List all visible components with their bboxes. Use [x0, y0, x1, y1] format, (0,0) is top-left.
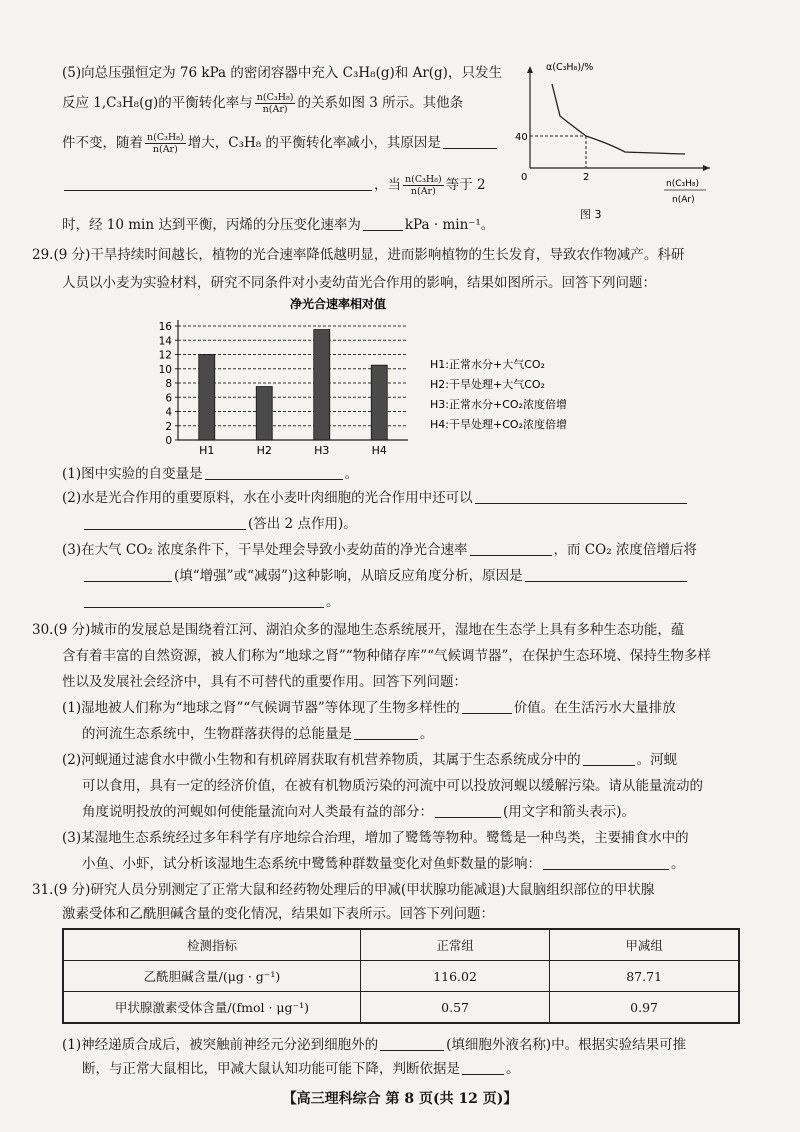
- q29-sub3-line2: [82, 565, 689, 587]
- table-row: [63, 961, 739, 992]
- page-footer: 【高三理科综合 第 8 页(共 12 页)】: [282, 1091, 518, 1107]
- q30-line1: 30.(9 分)城市的发展总是围绕着江河、湖泊众多的湿地生态系统展开，湿地在生态学上具有多种生态功能，蕴: [32, 622, 685, 638]
- chart-legend-item: H1:正常水分+大气CO₂: [430, 358, 545, 371]
- table-cell: 乙酰胆碱含量/(μg · g⁻¹): [63, 961, 360, 992]
- fraction-denominator: n(Ar): [152, 144, 178, 155]
- answer-blank[interactable]: [205, 465, 343, 480]
- q30-sub2-line3: [82, 801, 635, 823]
- figure3-origin: 0: [521, 172, 528, 183]
- fraction-denominator: n(Ar): [410, 186, 436, 197]
- answer-blank[interactable]: [443, 134, 497, 149]
- q29-sub2-text-a: (2)水是光合作用的重要原料，水在小麦叶肉细胞的光合作用中还可以: [62, 490, 473, 506]
- q30-sub2-text-d: 角度说明投放的河蚬如何使能量流向对人类最有益的部分：: [82, 804, 433, 820]
- answer-blank[interactable]: [470, 541, 552, 556]
- answer-blank[interactable]: [84, 593, 324, 608]
- q28-5-line2: [62, 92, 463, 115]
- chart-y-tick-label: 0: [165, 435, 172, 447]
- fraction-numerator: n(C₃H₈): [256, 92, 294, 103]
- table-cell: 116.02: [360, 961, 549, 992]
- answer-blank[interactable]: [363, 216, 403, 231]
- figure3-caption: 图 3: [580, 208, 602, 221]
- table-cell: 87.71: [550, 961, 739, 992]
- table-row: [63, 992, 739, 1024]
- figure-3: [500, 56, 730, 236]
- chart-x-tick-label: H2: [256, 444, 272, 457]
- chart-x-tick-label: H4: [371, 444, 387, 457]
- table-header-cell: 正常组: [360, 929, 549, 961]
- q31-sub1-text-b: (填细胞外液名称)中。根据实验结果可推: [446, 1037, 687, 1053]
- figure3-x-tick: 2: [583, 172, 590, 183]
- q30-sub1-line1: [62, 697, 676, 719]
- chart-y-tick-label: 14: [158, 335, 172, 348]
- q30-sub1-text-c: 的河流生态系统中，生物群落获得的总能量是: [82, 726, 352, 742]
- q29-sub1: [62, 463, 358, 485]
- chart-legend-item: H3:正常水分+CO₂浓度倍增: [430, 398, 567, 411]
- table-header-cell: 甲减组: [550, 929, 739, 961]
- bar-chart: [130, 294, 630, 466]
- chart-y-tick-label: 4: [165, 406, 172, 419]
- figure3-x-arrow: [703, 165, 710, 171]
- period: 。: [671, 856, 685, 872]
- fraction-denominator: n(Ar): [262, 104, 288, 115]
- chart-y-tick-label: 10: [158, 363, 172, 376]
- q28-5-line2-text-b: 的关系如图 3 所示。其他条: [297, 95, 464, 111]
- answer-blank[interactable]: [462, 699, 512, 714]
- ratio-fraction: [145, 132, 186, 155]
- answer-blank[interactable]: [84, 515, 246, 530]
- figure3-y-arrow: [527, 66, 533, 73]
- chart-y-tick-label: 8: [165, 378, 172, 390]
- q28-5-line5: [62, 214, 494, 236]
- chart-y-tick-label: 2: [165, 420, 172, 433]
- q30-sub2-text-a: (2)河蚬通过滤食水中微小生物和有机碎屑获取有机营养物质，其属于生态系统成分中的: [62, 752, 581, 768]
- table-cell: 甲状腺激素受体含量/(fmol · μg⁻¹): [63, 992, 360, 1024]
- figure3-ylabel: α(C₃H₈)/%: [546, 62, 594, 73]
- chart-title: 净光合速率相对值: [290, 297, 387, 311]
- chart-bars: [199, 330, 388, 440]
- q30-sub3-line1: (3)某湿地生态系统经过多年科学有序地综合治理，增加了鹭鸶等物种。鹭鸶是一种鸟类，主要捕食水中的: [62, 830, 689, 846]
- q29-sub3-text-a: (3)在大气 CO₂ 浓度条件下，干旱处理会导致小麦幼苗的净光合速率: [62, 542, 468, 558]
- ratio-fraction: [403, 174, 444, 197]
- q29-sub3-text-b: ，而 CO₂ 浓度倍增后将: [553, 542, 697, 558]
- results-table: [62, 928, 740, 1024]
- chart-bar: [199, 355, 215, 441]
- period: 。: [420, 726, 434, 742]
- q30-sub1-text-b: 价值。在生活污水大量排放: [513, 700, 676, 716]
- chart-x-tick-label: H1: [199, 444, 215, 457]
- q31-line2: 激素受体和乙酰胆碱含量的变化情况，结果如下表所示。回答下列问题：: [62, 906, 494, 922]
- q31-sub1-text-c: 断，与正常大鼠相比，甲减大鼠认知功能可能下降，判断依据是: [82, 1061, 460, 1077]
- figure3-xlabel-num: n(C₃H₈): [666, 179, 699, 189]
- q28-5-line3: [62, 132, 499, 155]
- q29-sub2-line2: [82, 513, 357, 535]
- answer-blank[interactable]: [462, 1060, 504, 1075]
- answer-blank[interactable]: [543, 855, 669, 870]
- q30-sub2-text-b: 。河蚬: [636, 752, 678, 768]
- q30-sub2-line2: 可以食用，具有一定的经济价值，在被有机物质污染的河流中可以投放河蚬以缓解污染。请从能量流动的: [82, 778, 703, 794]
- q29-sub2-line1: [62, 487, 689, 509]
- q31-line1: 31.(9 分)研究人员分别测定了正常大鼠和经药物处理后的甲减(甲状腺功能减退)大鼠脑组织部位的甲状腺: [32, 882, 655, 898]
- chart-x-ticks: [199, 444, 387, 457]
- answer-blank[interactable]: [475, 489, 687, 504]
- answer-blank[interactable]: [84, 567, 172, 582]
- figure3-xlabel-den: n(Ar): [672, 195, 695, 205]
- answer-blank[interactable]: [380, 1036, 444, 1051]
- answer-blank[interactable]: [583, 751, 635, 766]
- q30-sub3-text-b: 小鱼、小虾，试分析该湿地生态系统中鹭鸶种群数量变化对鱼虾数量的影响：: [82, 856, 541, 872]
- q31-sub1-text-a: (1)神经递质合成后，被突触前神经元分泌到细胞外的: [62, 1037, 379, 1053]
- q28-5-line4: [62, 174, 486, 197]
- chart-legend-item: H2:干旱处理+大气CO₂: [430, 378, 545, 391]
- figure3-curve: [552, 84, 685, 154]
- q30-line2: 含有着丰富的自然资源，被人们称为“地球之肾”“物种储存库”“气候调节器”，在保护生态环境、保持生物多样: [62, 648, 711, 664]
- q28-5-line2-text-a: 反应 1,C₃H₈(g)的平衡转化率与: [62, 95, 253, 111]
- q30-sub2-text-e: (用文字和箭头表示)。: [503, 804, 636, 820]
- answer-blank[interactable]: [435, 803, 501, 818]
- chart-y-tick-label: 6: [165, 392, 172, 405]
- figure3-y-tick: 40: [515, 132, 528, 143]
- answer-blank[interactable]: [525, 567, 687, 582]
- q28-5-line3-text-a: 件不变，随着: [62, 135, 143, 151]
- answer-blank[interactable]: [354, 725, 418, 740]
- q30-sub1-line2: [82, 723, 434, 745]
- chart-y-ticks: [159, 321, 178, 447]
- period: 。: [326, 594, 340, 610]
- chart-y-tick-label: 16: [158, 321, 172, 333]
- q28-5-line5-text-b: kPa · min⁻¹。: [404, 217, 495, 233]
- fraction-numerator: n(C₃H₈): [405, 174, 442, 185]
- q29-line2: 人员以小麦为实验材料，研究不同条件对小麦幼苗光合作用的影响，结果如图所示。回答下列问题：: [62, 275, 656, 291]
- q28-5-line4-text-a: ，当: [374, 177, 401, 193]
- period: 。: [506, 1061, 520, 1077]
- chart-legend: [430, 357, 567, 431]
- q28-5-line1: (5)向总压强恒定为 76 kPa 的密闭容器中充入 C₃H₈(g)和 Ar(g)，只发生: [62, 65, 502, 81]
- table-cell: 0.57: [360, 992, 549, 1024]
- chart-bar: [256, 387, 272, 440]
- q30-sub2-line1: [62, 749, 677, 771]
- chart-legend-item: H4:干旱处理+CO₂浓度倍增: [430, 418, 567, 431]
- table-header-cell: 检测指标: [63, 929, 360, 961]
- q31-sub1-line1: [62, 1034, 686, 1056]
- chart-bar: [371, 365, 387, 440]
- table-header-row: [63, 929, 739, 961]
- q29-sub3-text-c: (填“增强”或“减弱”)这种影响，从暗反应角度分析，原因是: [174, 568, 523, 584]
- q29-sub3-line1: [62, 539, 697, 561]
- chart-x-tick-label: H3: [314, 444, 330, 457]
- q28-5-line4-text-b: 等于 2: [445, 177, 486, 193]
- chart-y-tick-label: 12: [158, 349, 172, 362]
- table-cell: 0.97: [550, 992, 739, 1024]
- q28-5-line5-text-a: 时，经 10 min 达到平衡，丙烯的分压变化速率为: [62, 217, 361, 233]
- answer-blank[interactable]: [64, 176, 372, 191]
- q28-5-line3-text-b: 增大，C₃H₈ 的平衡转化率减小，其原因是: [187, 135, 441, 151]
- q31-sub1-line2: [82, 1058, 520, 1080]
- q29-sub1-text: (1)图中实验的自变量是: [62, 466, 203, 482]
- fraction-numerator: n(C₃H₈): [147, 132, 184, 143]
- ratio-fraction: [255, 92, 296, 115]
- q29-sub3-line3: [82, 591, 340, 613]
- q30-line3: 性以及发展社会经济中，具有不可替代的重要作用。回答下列问题：: [62, 674, 467, 690]
- chart-bar: [314, 330, 330, 440]
- q29-sub2-text-b: (答出 2 点作用)。: [248, 516, 357, 532]
- q30-sub3-line2: [82, 853, 685, 875]
- period: 。: [344, 466, 359, 482]
- q30-sub1-text-a: (1)湿地被人们称为“地球之肾”“气候调节器”等体现了生物多样性的: [62, 700, 460, 716]
- q29-line1: 29.(9 分)干旱持续时间越长，植物的光合速率降低越明显，进而影响植物的生长发育，导致农作物减产。科研: [32, 247, 685, 263]
